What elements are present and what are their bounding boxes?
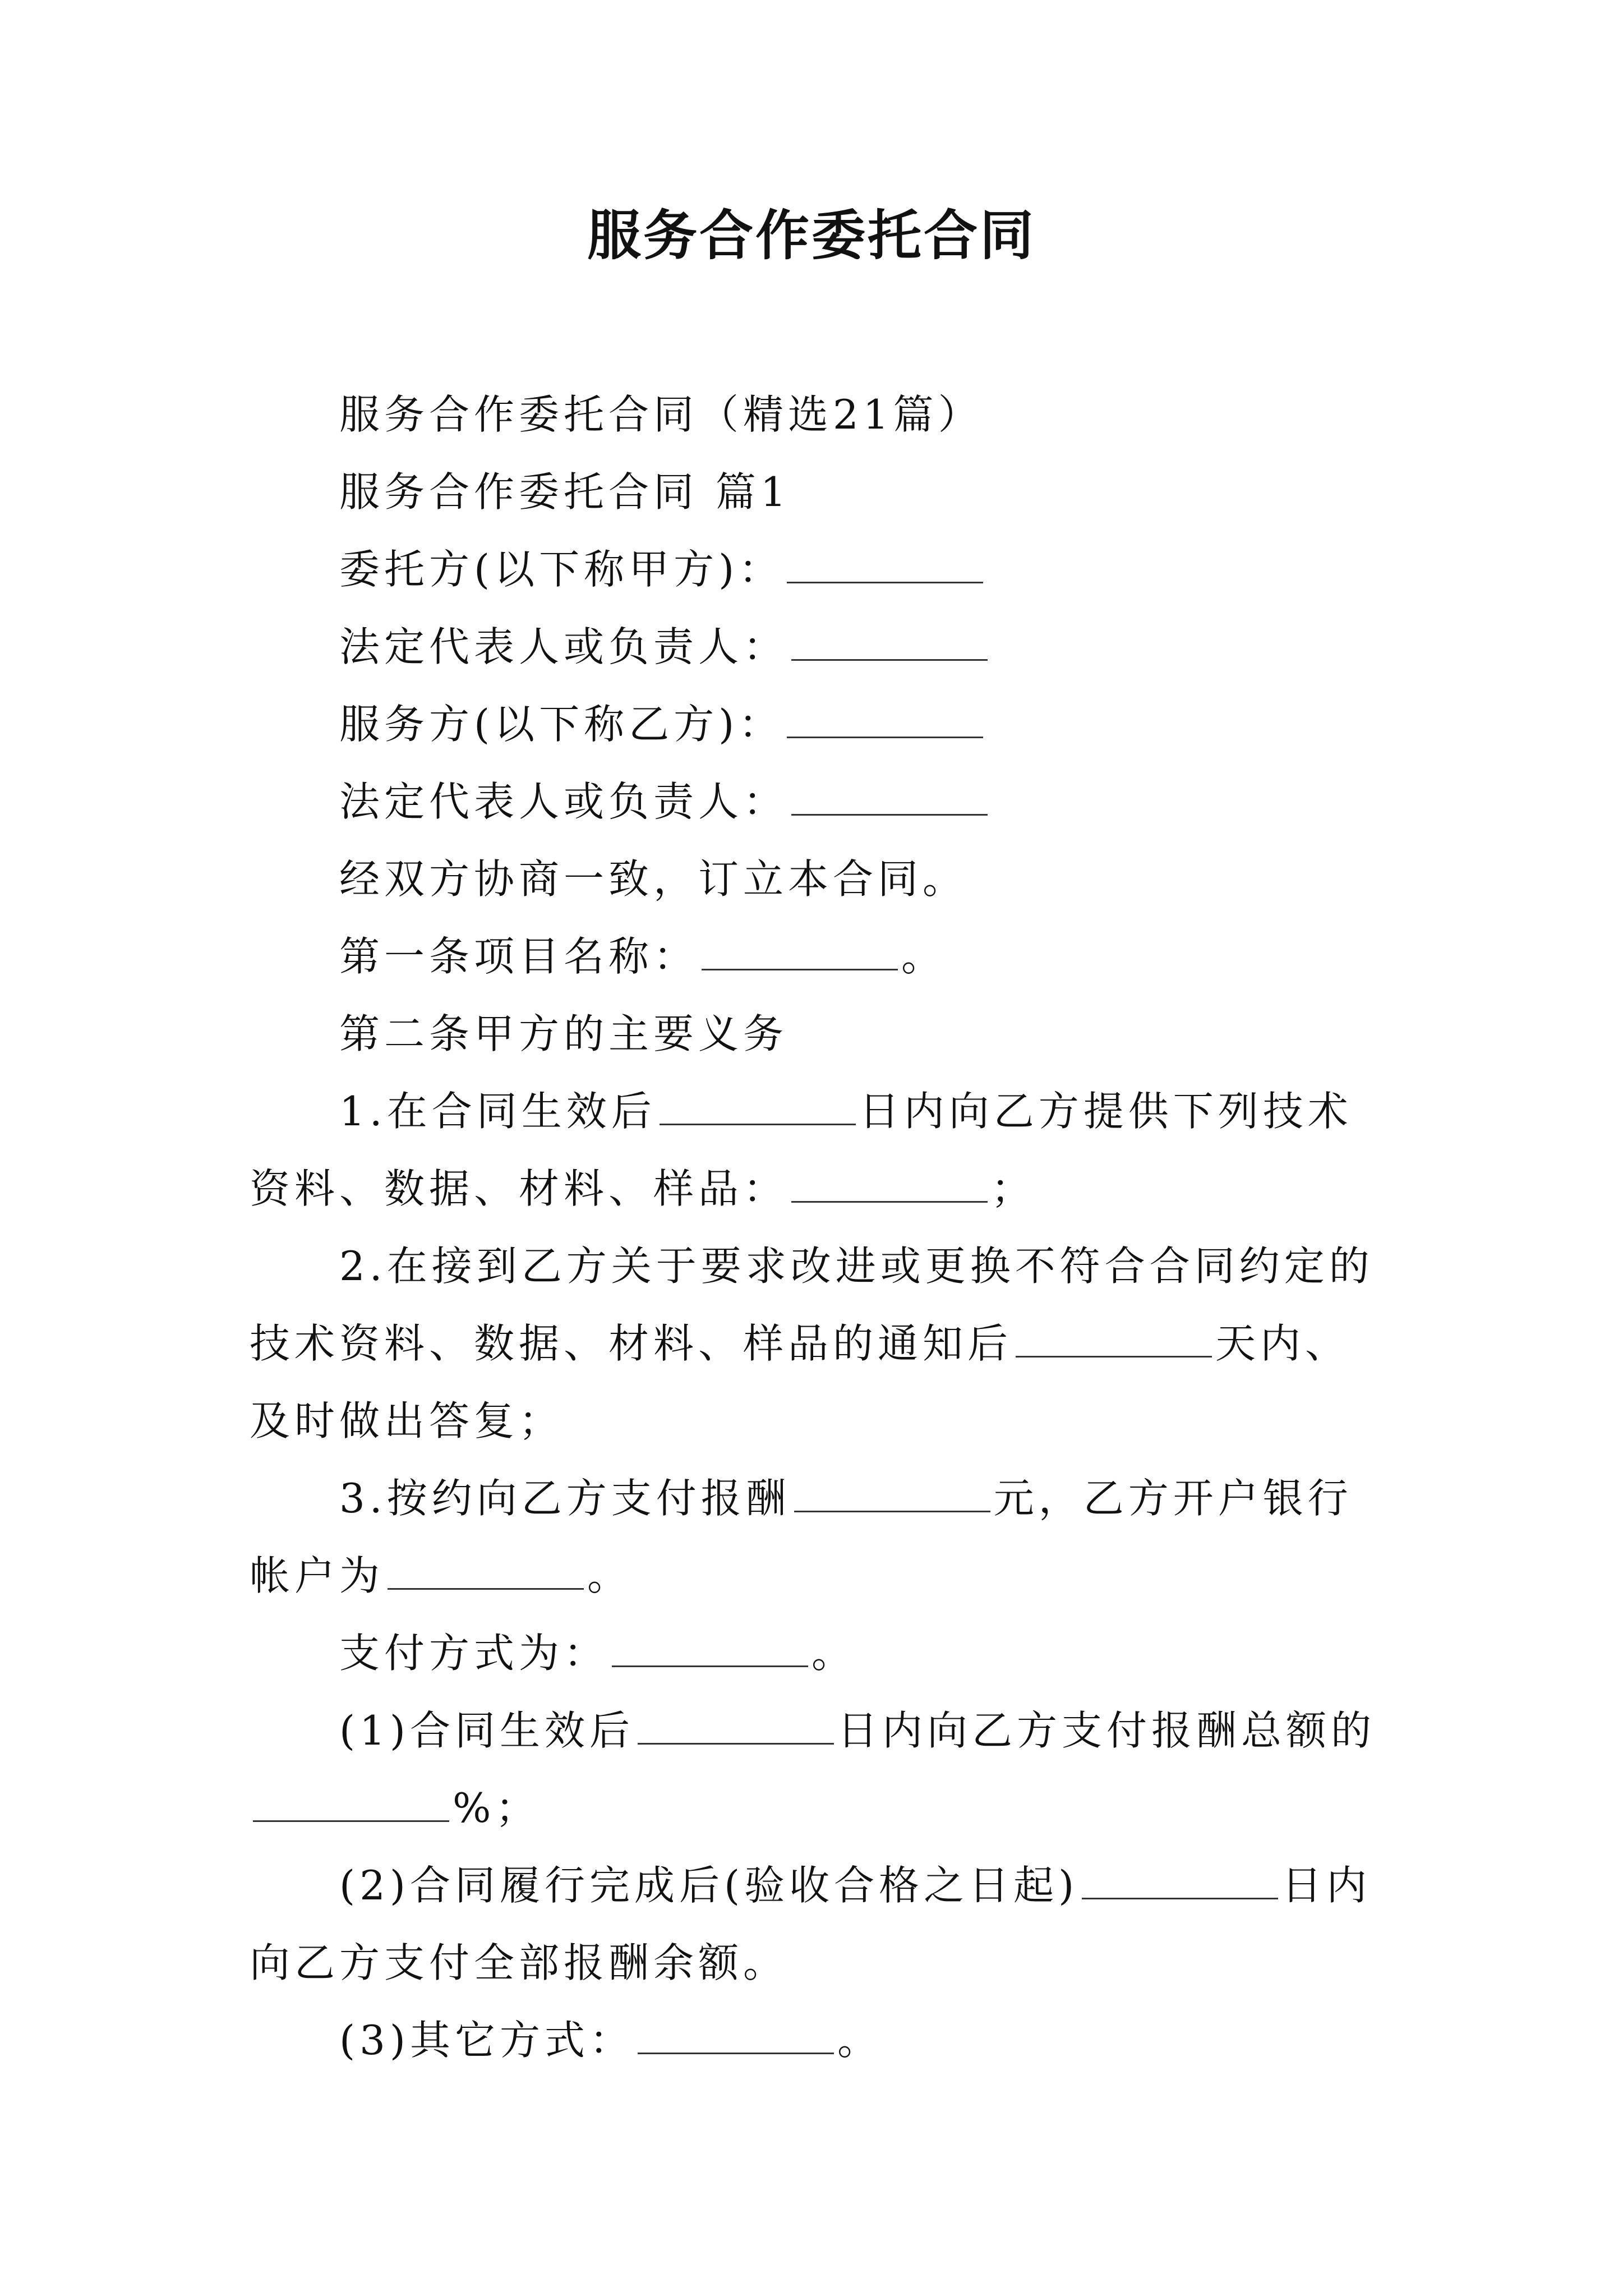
fill-blank (388, 1554, 584, 1590)
obligation-3-end: 。 (587, 1552, 633, 1599)
fill-blank (638, 2019, 834, 2054)
fill-blank (794, 1477, 990, 1512)
paragraph-section-heading: 服务合作委托合同 篇1 (339, 468, 791, 516)
obligation-3-part-a: 3.按约向乙方支付报酬 (339, 1475, 791, 1522)
paragraph-obligation-3 (250, 1460, 1388, 1614)
paragraph-party-a (250, 531, 1388, 608)
payment-3-label: (3)其它方式： (339, 2017, 634, 2064)
obligation-1-part-a: 1.在合同生效后 (339, 1088, 656, 1135)
fill-blank (1016, 1322, 1212, 1358)
paragraph-payment-2 (250, 1847, 1388, 2001)
fill-blank (1082, 1864, 1278, 1899)
payment-3-end: 。 (837, 2017, 883, 2064)
paragraph-article-2: 第二条甲方的主要义务 (339, 1010, 789, 1057)
obligation-2-part-b: 天内、及时做出答复； (250, 1320, 1350, 1444)
paragraph-party-b (250, 685, 1388, 763)
fill-blank (660, 1090, 856, 1125)
payment-1-part-a: (1)合同生效后 (339, 1707, 634, 1754)
paragraph-payment-1 (250, 1692, 1388, 1847)
paragraph-party-b-rep (250, 763, 1388, 840)
fill-blank (638, 1709, 834, 1745)
payment-2-part-a: (2)合同履行完成后(验收合格之日起) (339, 1862, 1079, 1909)
article-1-end: 。 (901, 933, 947, 980)
payment-1-part-b: 日内向乙方支付报酬总额的 (837, 1707, 1376, 1754)
paragraph-agreement: 经双方协商一致，订立本合同。 (339, 855, 968, 903)
paragraph-article-1 (250, 918, 1388, 995)
payment-1-end: %； (453, 1784, 541, 1832)
fill-blank (787, 703, 983, 738)
party-b-label: 服务方(以下称乙方)： (339, 701, 784, 748)
obligation-3-part-b: 元，乙方开户银行帐户为 (250, 1475, 1353, 1599)
fill-blank (791, 625, 988, 661)
paragraph-payment-3 (250, 2001, 1388, 2079)
paragraph-payment-method (250, 1614, 1388, 1692)
fill-blank (791, 780, 988, 816)
paragraph-obligation-1 (250, 1073, 1388, 1227)
payment-2-part-b: 日内向乙方支付全部报酬余额。 (250, 1862, 1372, 1986)
paragraph-obligation-2 (250, 1227, 1388, 1460)
fill-blank (702, 935, 898, 970)
payment-method-end: 。 (811, 1630, 857, 1677)
fill-blank (253, 1787, 449, 1822)
payment-method-label: 支付方式为： (339, 1630, 609, 1677)
paragraph-subtitle: 服务合作委托合同（精选21篇） (339, 391, 983, 438)
obligation-2-part-a: 2.在接到乙方关于要求改进或更换不符合合同约定的技术资料、数据、材料、样品的通知后 (250, 1243, 1374, 1367)
obligation-1-end: ； (991, 1165, 1036, 1212)
fill-blank (791, 1167, 988, 1203)
document-title: 服务合作委托合同 (587, 204, 1036, 267)
paragraph-party-a-rep (250, 608, 1388, 685)
fill-blank (612, 1632, 808, 1667)
fill-blank (787, 548, 983, 583)
article-1-label: 第一条项目名称： (339, 933, 699, 980)
party-b-rep-label: 法定代表人或负责人： (339, 778, 789, 825)
party-a-label: 委托方(以下称甲方)： (339, 546, 784, 593)
document-body (250, 376, 1388, 2079)
obligation-1-part-b: 日内向乙方提供下列技术资料、数据、材料、样品： (250, 1088, 1353, 1212)
party-a-rep-label: 法定代表人或负责人： (339, 623, 789, 670)
